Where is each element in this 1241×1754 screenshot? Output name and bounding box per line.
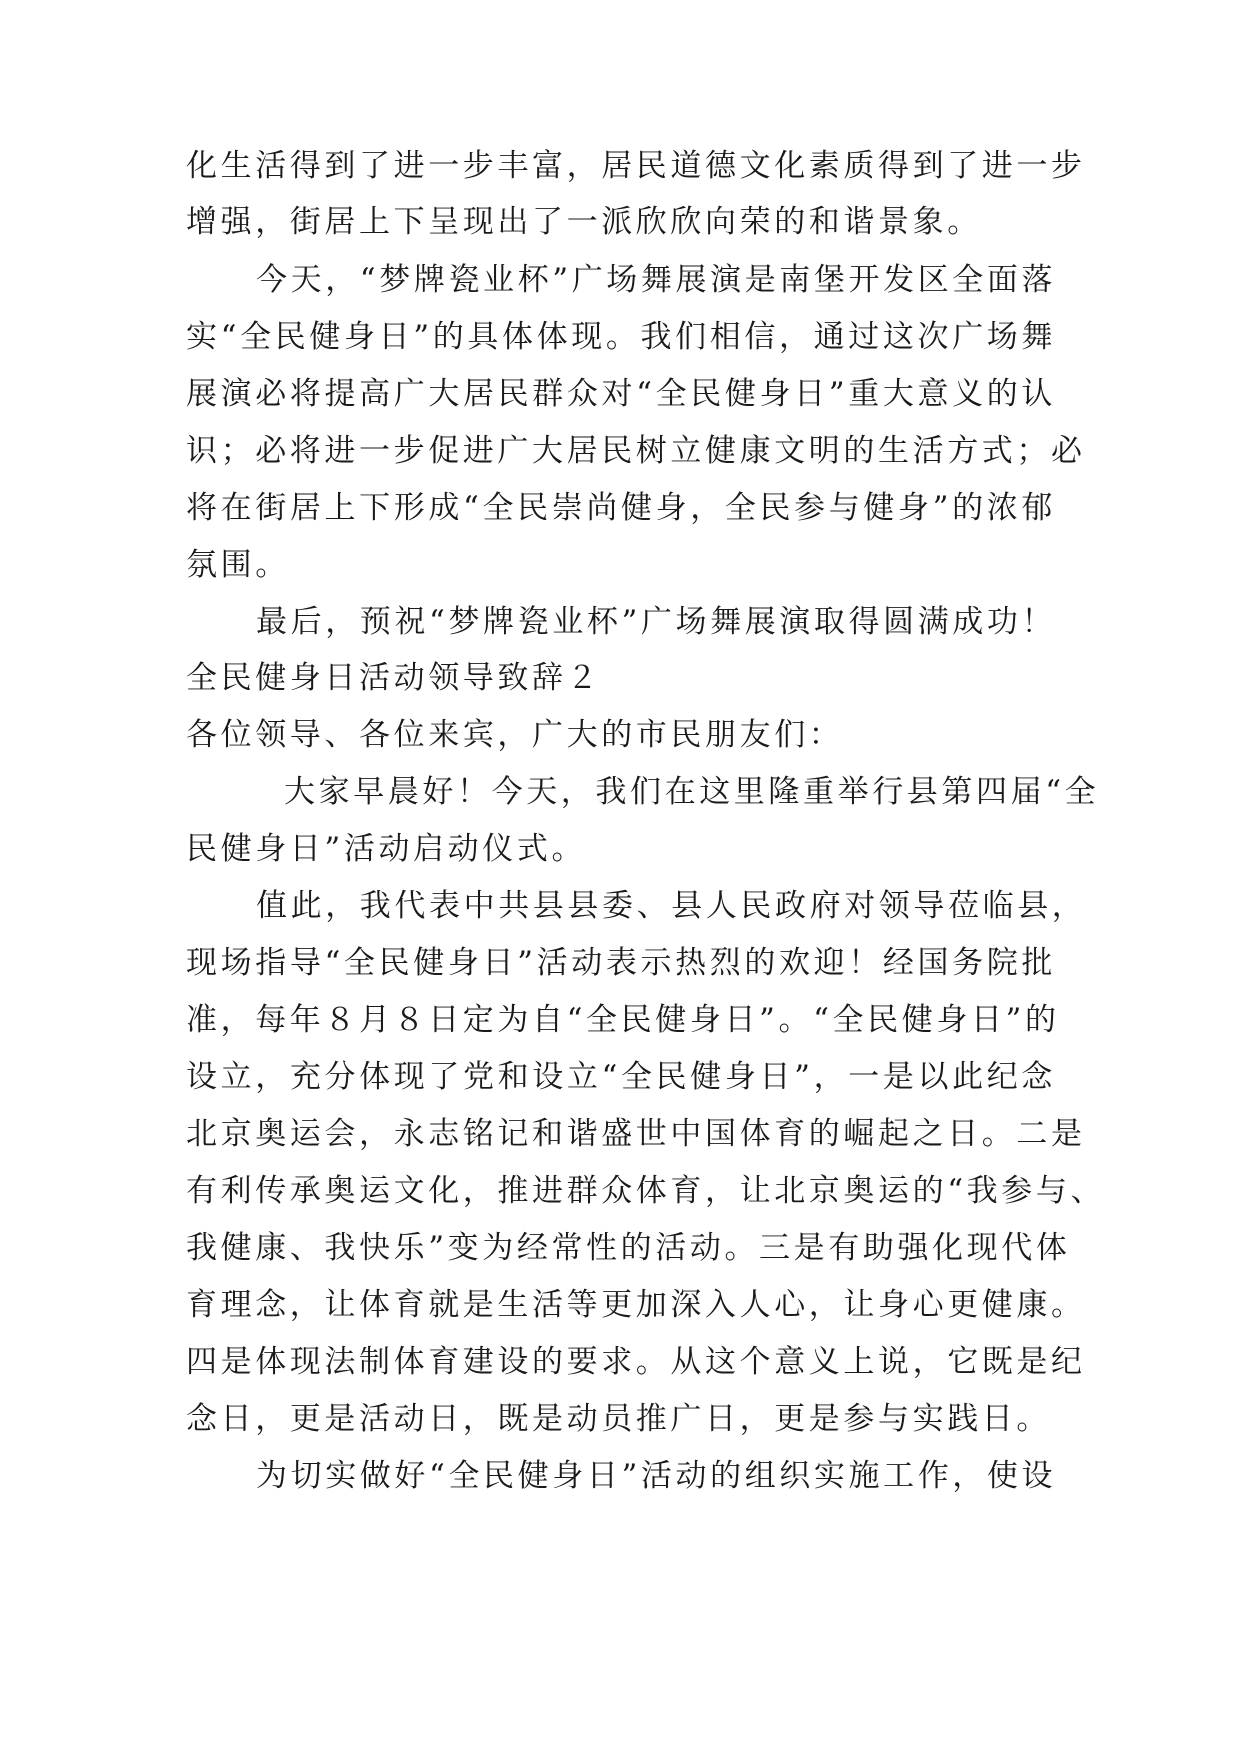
paragraph-line: 最后，预祝“梦牌瓷业杯”广场舞展演取得圆满成功！ bbox=[256, 604, 1057, 640]
paragraph-line: 为切实做好“全民健身日”活动的组织实施工作，使设 bbox=[256, 1458, 1057, 1494]
paragraph-line: 念日，更是活动日，既是动员推广日，更是参与实践日。 bbox=[186, 1401, 1051, 1437]
paragraph-line: 北京奥运会，永志铭记和谐盛世中国体育的崛起之日。二是 bbox=[186, 1116, 1086, 1152]
paragraph-line: 展演必将提高广大居民群众对“全民健身日”重大意义的认 bbox=[186, 376, 1056, 412]
paragraph-line: 化生活得到了进一步丰富，居民道德文化素质得到了进一步 bbox=[186, 148, 1086, 184]
paragraph-line: 现场指导“全民健身日”活动表示热烈的欢迎！经国务院批 bbox=[186, 945, 1056, 981]
section-heading: 全民健身日活动领导致辞２ bbox=[186, 660, 602, 696]
paragraph-line: 今天，“梦牌瓷业杯”广场舞展演是南堡开发区全面落 bbox=[256, 262, 1057, 298]
paragraph-line: 四是体现法制体育建设的要求。从这个意义上说，它既是纪 bbox=[186, 1344, 1086, 1380]
paragraph-line: 我健康、我快乐”变为经常性的活动。三是有助强化现代体 bbox=[186, 1230, 1071, 1266]
paragraph-line: 大家早晨好！今天，我们在这里隆重举行县第四届“全 bbox=[284, 774, 1100, 810]
paragraph-line: 民健身日”活动启动仪式。 bbox=[186, 831, 587, 867]
paragraph-line: 设立，充分体现了党和设立“全民健身日”，一是以此纪念 bbox=[186, 1059, 1056, 1095]
paragraph-line: 氛围。 bbox=[186, 547, 290, 583]
paragraph-line: 增强，街居上下呈现出了一派欣欣向荣的和谐景象。 bbox=[186, 204, 982, 240]
paragraph-line: 值此，我代表中共县县委、县人民政府对领导莅临县， bbox=[256, 888, 1087, 924]
paragraph-line: 实“全民健身日”的具体体现。我们相信，通过这次广场舞 bbox=[186, 319, 1056, 355]
paragraph-line: 有利传承奥运文化，推进群众体育，让北京奥运的“我参与、 bbox=[186, 1173, 1106, 1209]
salutation: 各位领导、各位来宾，广大的市民朋友们： bbox=[186, 717, 844, 753]
paragraph-line: 识；必将进一步促进广大居民树立健康文明的生活方式；必 bbox=[186, 433, 1086, 469]
paragraph-line: 准，每年８月８日定为自“全民健身日”。“全民健身日”的 bbox=[186, 1002, 1060, 1038]
paragraph-line: 将在街居上下形成“全民崇尚健身，全民参与健身”的浓郁 bbox=[186, 490, 1056, 526]
paragraph-line: 育理念，让体育就是生活等更加深入人心，让身心更健康。 bbox=[186, 1287, 1086, 1323]
